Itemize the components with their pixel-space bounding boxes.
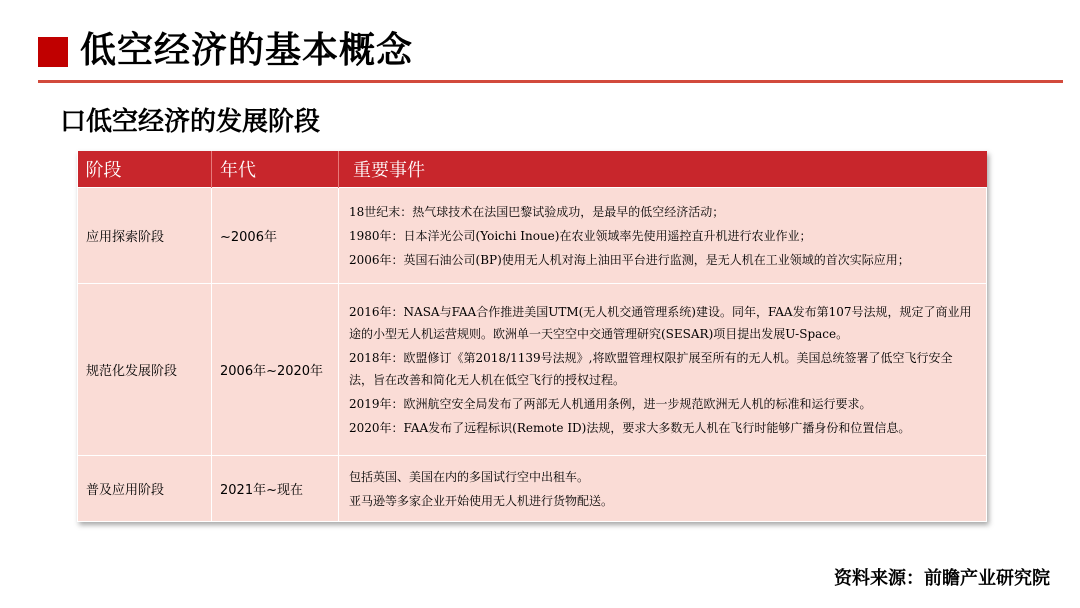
header-years: 年代: [212, 151, 339, 188]
page-title: 低空经济的基本概念: [80, 30, 414, 71]
header-events: 重要事件: [339, 151, 987, 188]
stage-cell: 普及应用阶段: [78, 456, 212, 522]
table-header-row: [78, 151, 987, 188]
event-item: 2018年：欧盟修订《第2018/1139号法规》,将欧盟管理权限扩展至所有的无人机。美国总统签署了低空飞行安全法，旨在改善和简化无人机在低空飞行的授权过程。: [349, 350, 953, 387]
events-cell: [339, 456, 987, 522]
events-cell: [339, 284, 987, 456]
events-cell: [339, 188, 987, 284]
title-square-marker: [38, 37, 68, 67]
event-item: 2016年：NASA与FAA合作推进美国UTM(无人机交通管理系统)建设。同年，FAA发布第107号法规，规定了商业用途的小型无人机运营规则。欧洲单一天空空中交通管理研究(SESAR)项目提出发展U-Space。: [349, 304, 972, 341]
event-item: 2006年：英国石油公司(BP)使用无人机对海上油田平台进行监测，是无人机在工业领域的首次实际应用；: [349, 252, 910, 267]
event-item: 18世纪末：热气球技术在法国巴黎试验成功，是最早的低空经济活动；: [349, 204, 725, 219]
development-stages-table: [77, 151, 987, 522]
event-item: 亚马逊等多家企业开始使用无人机进行货物配送。: [349, 493, 614, 508]
table-row: [78, 284, 987, 456]
years-cell: 2006年~2020年: [212, 284, 339, 456]
years-cell: 2021年~现在: [212, 456, 339, 522]
stage-cell: 规范化发展阶段: [78, 284, 212, 456]
table-row: [78, 188, 987, 284]
table-row: [78, 456, 987, 522]
event-item: 包括英国、美国在内的多国试行空中出租车。: [349, 469, 590, 484]
header-stage: 阶段: [78, 151, 212, 188]
event-item: 2020年：FAA发布了远程标识(Remote ID)法规，要求大多数无人机在飞行时能够广播身份和位置信息。: [349, 420, 911, 435]
title-divider: [38, 80, 1063, 83]
section-subtitle: 口低空经济的发展阶段: [60, 107, 321, 137]
event-item: 2019年：欧洲航空安全局发布了两部无人机通用条例，进一步规范欧洲无人机的标准和运行要求。: [349, 396, 872, 411]
years-cell: ~2006年: [212, 188, 339, 284]
stage-cell: 应用探索阶段: [78, 188, 212, 284]
event-item: 1980年：日本洋光公司(Yoichi Inoue)在农业领域率先使用遥控直升机进行农业作业；: [349, 228, 812, 243]
source-note: 资料来源：前瞻产业研究院: [834, 568, 1050, 589]
